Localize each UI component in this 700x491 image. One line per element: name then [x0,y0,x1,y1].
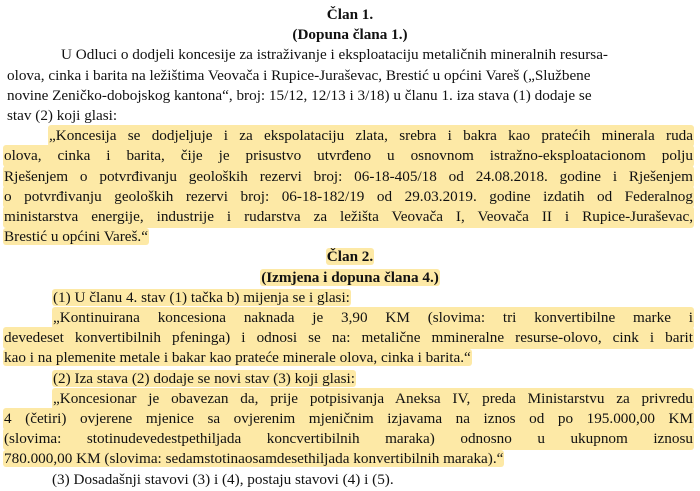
article-1-intro-line-2: olova, cinka i barita na ležištima Veovača i Rupice-Juraševac, Brestić u općini Vareš („Službene [7,66,591,84]
article-2-title: Član 2. [326,248,374,266]
article-2-para-2-quote-line-4: 780.000,00 KM (slovima: sedamstotinaosamdesethiljada konvertibilnih maraka).“ [4,450,504,468]
article-1-intro-line-4: stav (2) koji glasi: [7,107,118,124]
article-1-quote-line-5: ministarstva energije, industrije i rudarstva za ležišta Veovača I, Veovača II i Rupice-Juraševac, [3,206,694,228]
article-1-title: Član 1. [326,6,374,23]
article-2-para-2-quote-line-1: „Koncesionar je obavezan da, prije potpisivanja Aneksa IV, preda Ministarstvu za privredu [52,388,694,410]
article-2-para-2-intro: (2) Iza stava (2) dodaje se novi stav (3) koji glasi: [53,369,355,387]
article-1-quote-line-2: olova, cinka i barita, čije je prisustvo utvrđeno u osnovnom istražno-eksploatacionom polju [3,145,694,167]
article-2-para-3: (3) Dosadašnji stavovi (3) i (4), postaju stavovi (4) i (5). [52,470,394,488]
article-2-para-1-quote-line-2: devedeset konvertibilnih pfeninga) i odnosi se na: metalične mmineralne resurse-olovo, cink i barit [3,327,694,349]
article-2-para-2-quote-line-3: (slovima: stotinudevedestpethiljada koncvertibilnih maraka) odnosno u ukupnom iznosu [3,428,694,450]
article-2-para-1-quote-line-3: kao i na plemenite metale i bakar kao prateće minerale olova, cinka i barita.“ [4,349,471,367]
article-1-subtitle: (Dopuna člana 1.) [292,26,408,44]
article-2-para-1-intro: (1) U članu 4. stav (1) tačka b) mijenja se i glasi: [53,288,350,306]
article-1-quote-line-3: Rješenjem o potvrđivanju geoloških rezervi broj: 06-18-405/18 od 24.08.2018. godine i Rješenjem [3,166,694,188]
article-1-intro-line-1: U Odluci o dodjeli koncesije za istraživanje i eksploataciju metaličnih mineralnih resursa- [61,46,608,64]
article-1-intro-line-3: novine Zeničko-dobojskog kantona“, broj: 15/12, 12/13 i 3/18) u članu 1. iza stava (1) dodaje se [7,86,592,104]
article-1-quote-line-4: o potvrđivanju geoloških rezervi broj: 06-18-182/19 od 29.03.2019. godine izdatih od Federalnog [3,186,694,208]
article-2-para-2-quote-line-2: 4 (četiri) ovjerene mjenice sa ovjerenim mjeničnim izjavama na iznos od po 195.000,00 KM [3,408,694,430]
article-2-para-1-quote-line-1: „Kontinuirana koncesiona naknada je 3,90 KM (slovima: tri konvertibilne marke i [52,307,694,329]
article-2-subtitle: (Izmjena i dopuna člana 4.) [261,268,439,286]
article-1-quote-line-6: Brestić u općini Vareš.“ [4,228,148,246]
article-1-quote-line-1: „Koncesija se dodjeljuje i za ekspolataciju zlata, srebra i bakra kao pratećih minerala ruda [48,125,694,147]
